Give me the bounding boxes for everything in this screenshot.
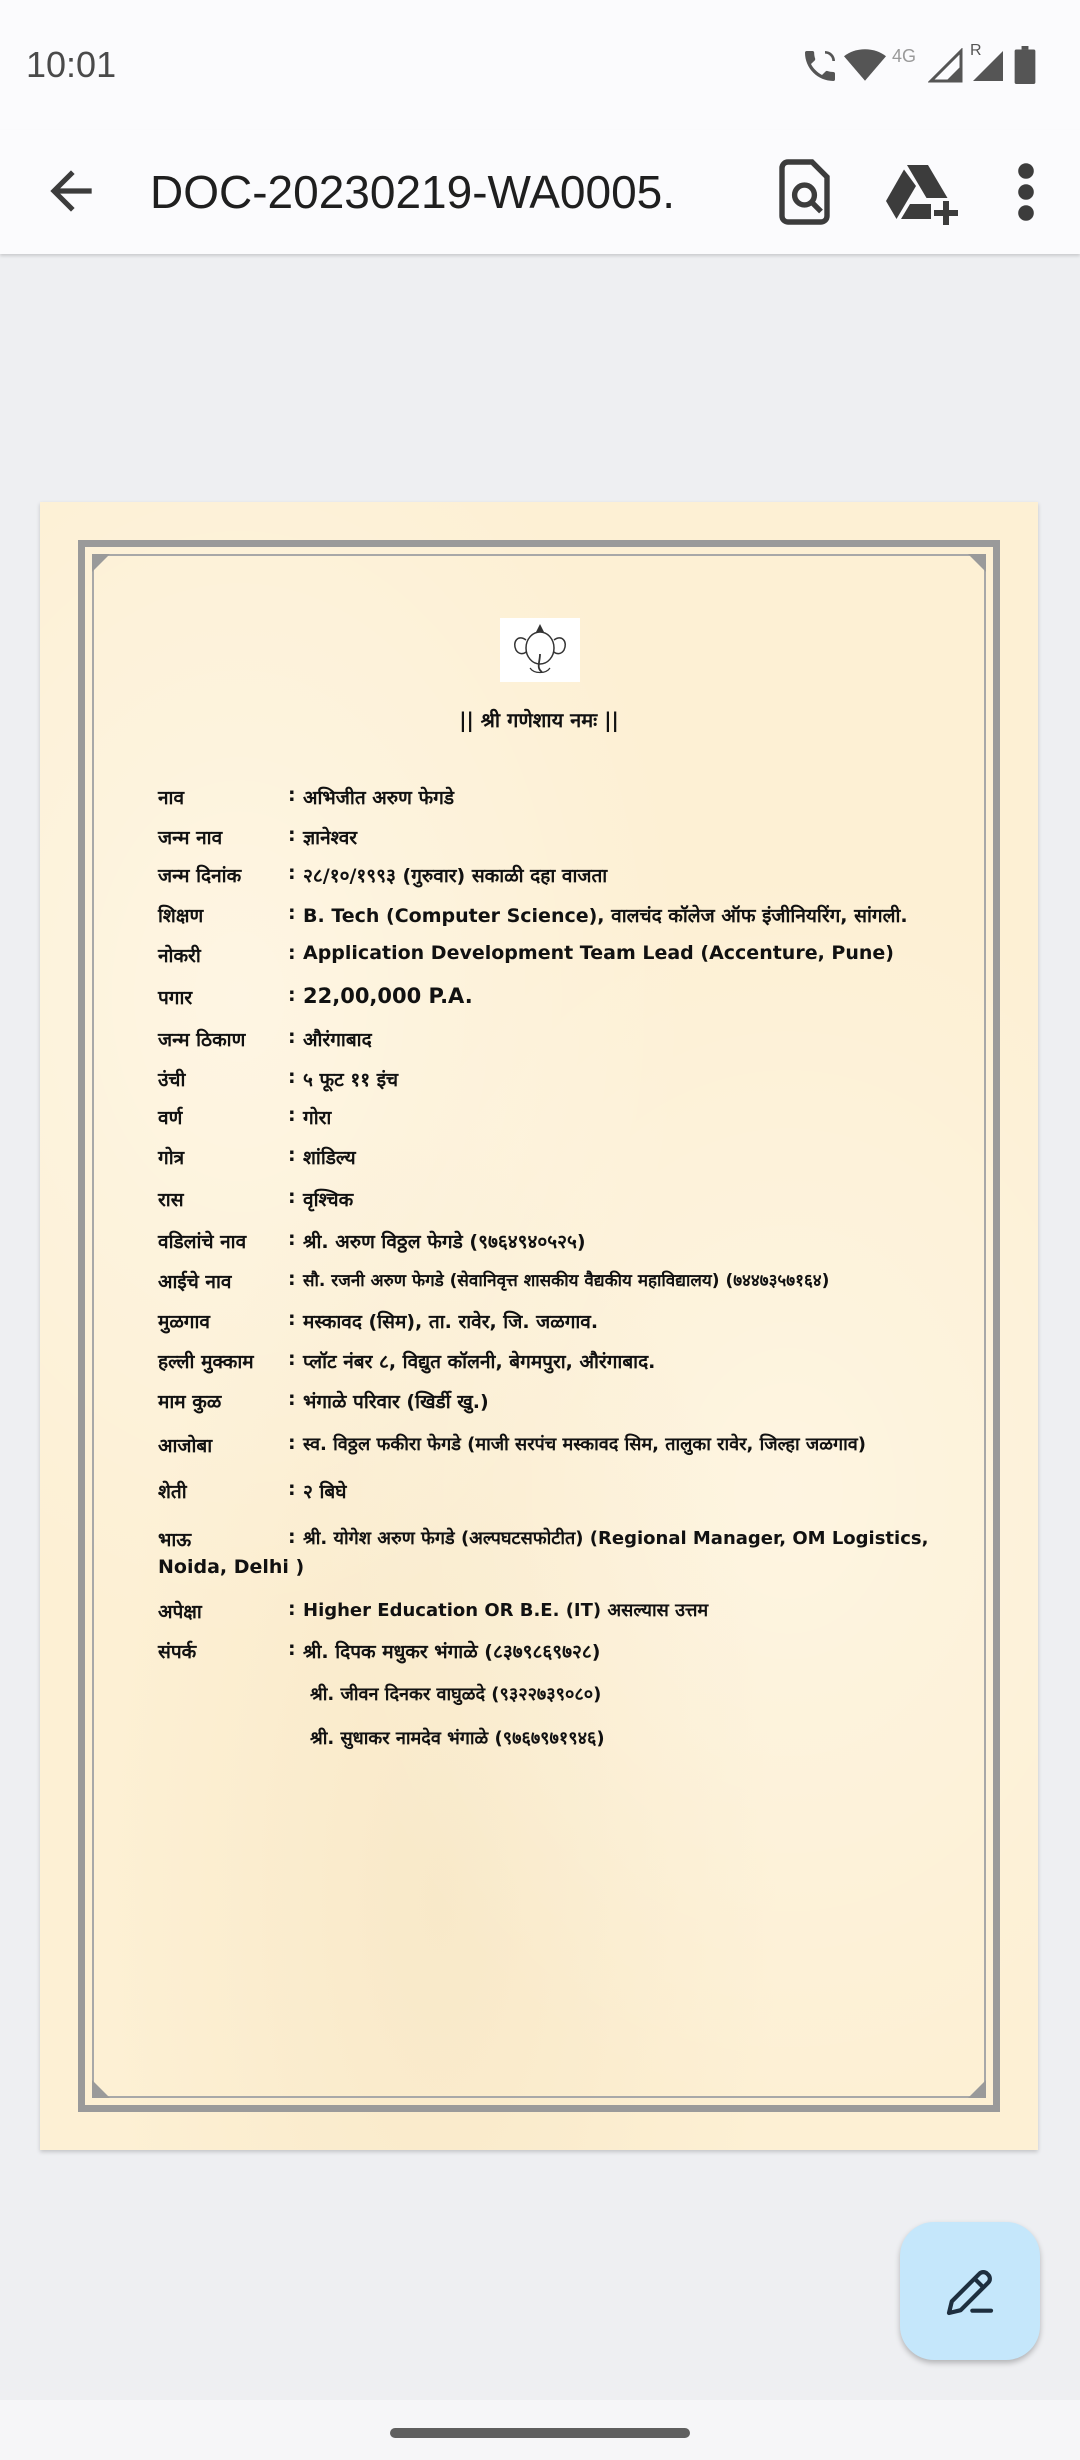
contact-extra-2: श्री. सुधाकर नामदेव भंगाळे (९७६७९७१९४६) — [310, 1728, 605, 1749]
add-to-drive-icon — [882, 156, 962, 228]
detail-label: मुळगाव — [158, 1311, 210, 1333]
edit-pen-icon — [942, 2264, 998, 2320]
detail-value: श्री. दिपक मधुकर भंगाळे (८३७९८६९७२८) — [303, 1641, 601, 1663]
contact-extra-1: श्री. जीवन दिनकर वाघुळदे (९३२२७३९०८०) — [310, 1684, 602, 1705]
detail-value: २८/१०/१९९३ (गुरुवार) सकाळी दहा वाजता — [303, 865, 608, 887]
detail-label: वर्ण — [158, 1107, 183, 1129]
corner-ornament-bottom-left — [92, 2080, 110, 2098]
more-options-button[interactable] — [1006, 156, 1046, 228]
detail-value: भंगाळे परिवार (खिर्डी खु.) — [303, 1391, 489, 1413]
detail-value: प्लॉट नंबर ८, विद्युत कॉलनी, बेगमपुरा, औरंगाबाद. — [303, 1351, 656, 1373]
detail-value: स्व. विठ्ठल फकीरा फेगडे (माजी सरपंच मस्कावद सिम, तालुका रावेर, जिल्हा जळगाव) — [303, 1434, 866, 1455]
detail-value: ज्ञानेश्वर — [303, 827, 358, 849]
network-type-label: 4G — [892, 46, 917, 66]
ganesh-image — [500, 618, 580, 682]
detail-label: हल्ली मुक्काम — [158, 1351, 254, 1373]
find-in-document-button[interactable] — [770, 156, 842, 228]
detail-label: भाऊ — [158, 1529, 192, 1551]
detail-value: अभिजीत अरुण फेगडे — [303, 787, 454, 809]
document-search-icon — [770, 156, 842, 228]
detail-value: वृश्चिक — [303, 1189, 354, 1211]
detail-label: जन्म ठिकाण — [158, 1029, 246, 1051]
more-vert-icon — [1006, 156, 1046, 228]
detail-label: अपेक्षा — [158, 1601, 202, 1623]
home-indicator[interactable] — [390, 2428, 690, 2438]
detail-label: नाव — [158, 787, 185, 809]
corner-ornament-top-left — [92, 554, 110, 572]
add-to-drive-button[interactable] — [882, 156, 962, 228]
detail-value: B. Tech (Computer Science), वालचंद कॉलेज ऑफ इंजीनियरिंग, सांगली. — [303, 905, 908, 927]
detail-value: मस्कावद (सिम), ता. रावेर, जि. जळगाव. — [303, 1311, 599, 1333]
detail-label: माम कुळ — [158, 1391, 222, 1413]
detail-value: श्री. योगेश अरुण फेगडे (अल्पघटसफोटीत) (Regional Manager, OM Logistics, — [303, 1528, 929, 1549]
detail-label: शिक्षण — [158, 905, 204, 927]
signal-icon — [928, 48, 964, 84]
detail-label: शेती — [158, 1481, 187, 1503]
detail-label: आजोबा — [158, 1435, 213, 1457]
detail-label: गोत्र — [158, 1147, 185, 1169]
brother-continuation: Noida, Delhi ) — [158, 1556, 305, 1578]
detail-label: रास — [158, 1189, 184, 1211]
roaming-label: R — [970, 42, 982, 59]
detail-label: उंची — [158, 1069, 186, 1091]
detail-value: शांडिल्य — [303, 1147, 356, 1169]
back-button[interactable] — [40, 160, 102, 222]
edit-fab-button[interactable] — [900, 2222, 1040, 2360]
detail-value: 22,00,000 P.A. — [303, 984, 473, 1008]
detail-value: Higher Education OR B.E. (IT) असल्यास उत्तम — [303, 1600, 709, 1621]
status-bar — [0, 0, 1080, 130]
app-bar — [0, 130, 1080, 254]
detail-value: औरंगाबाद — [303, 1029, 372, 1051]
invocation-text: || श्री गणेशाय नमः || — [459, 708, 619, 732]
status-icons — [800, 40, 1060, 90]
battery-icon — [1014, 46, 1036, 84]
signal-roaming-icon — [970, 48, 1006, 84]
detail-label: वडिलांचे नाव — [158, 1231, 247, 1253]
detail-label: नोकरी — [158, 945, 201, 967]
detail-value: गोरा — [303, 1107, 332, 1129]
detail-label: पगार — [158, 987, 193, 1009]
wifi-calling-icon — [800, 46, 840, 86]
detail-label: जन्म नाव — [158, 827, 223, 849]
detail-label: आईचे नाव — [158, 1271, 232, 1293]
wifi-icon — [844, 46, 886, 84]
detail-value: २ बिघे — [303, 1481, 347, 1503]
detail-value: ५ फूट ११ इंच — [303, 1069, 399, 1091]
detail-value: श्री. अरुण विठ्ठल फेगडे (९७६४९४०५२५) — [303, 1231, 586, 1253]
detail-label: संपर्क — [158, 1641, 197, 1663]
status-time: 10:01 — [26, 44, 117, 85]
arrow-back-icon — [40, 160, 102, 222]
corner-ornament-bottom-right — [968, 2080, 986, 2098]
corner-ornament-top-right — [968, 554, 986, 572]
detail-label: जन्म दिनांक — [158, 865, 242, 887]
document-page[interactable]: || श्री गणेशाय नमः || नाव : अभिजीत अरुण फेगडे जन्म नाव : ज्ञानेश्वर जन्म दिनांक : २८/१०/१९९३ (गुरुवार) सकाळी दहा वाजता शिक्षण : B. Tech (Computer Science), वालचंद कॉलेज ऑफ इंजीनियरिंग, सांगली. नोकरी : Application Development Team Lead (Accenture, Pune) पगार : 22,00,000 P.A. जन्म ठिकाण : औरंगाबाद उंची : ५ फूट ११ इंच वर्ण : गोरा गोत्र : शांडिल्य रास : वृश्चिक वडिलांचे नाव : श्री. अरुण विठ्ठल फेगडे (९७६४९४०५२५) आईचे नाव : सौ. रजनी अरुण फेगडे (सेवानिवृत्त शासकीय वैद्यकीय महाविद्यालय) (७४४७३५७१६४) मुळगाव : मस्कावद (सिम), ता. रावेर, जि. जळगाव. हल्ली मुक्काम : प्लॉट नंबर ८, विद्युत कॉलनी, बेगमपुरा, औरंगाबाद. माम कुळ : भंगाळे परिवार (खिर्डी खु.) आजोबा : स्व. विठ्ठल फकीरा फेगडे (माजी सरपंच मस्कावद सिम, तालुका रावेर, जिल्हा जळगाव) शेती : २ बिघे भाऊ : श्री. योगेश अरुण फेगडे (अल्पघटसफोटीत) (Regional Manager, OM Logistics, Noida, Delhi ) अपेक्षा : Higher Education OR B.E. (IT) असल्यास उत्तम संपर्क : श्री. दिपक मधुकर भंगाळे (८३७९८६९७२८) श्री. जीवन दिनकर वाघुळदे (९३२२७३९०८०) श्री. सुधाकर नामदेव भंगाळे (९७६७९७१९४६) — [40, 502, 1038, 2150]
detail-value: Application Development Team Lead (Accenture, Pune) — [303, 942, 894, 964]
document-title: DOC-20230219-WA0005. — [150, 166, 676, 218]
detail-value: सौ. रजनी अरुण फेगडे (सेवानिवृत्त शासकीय वैद्यकीय महाविद्यालय) (७४४७३५७१६४) — [303, 1271, 830, 1291]
